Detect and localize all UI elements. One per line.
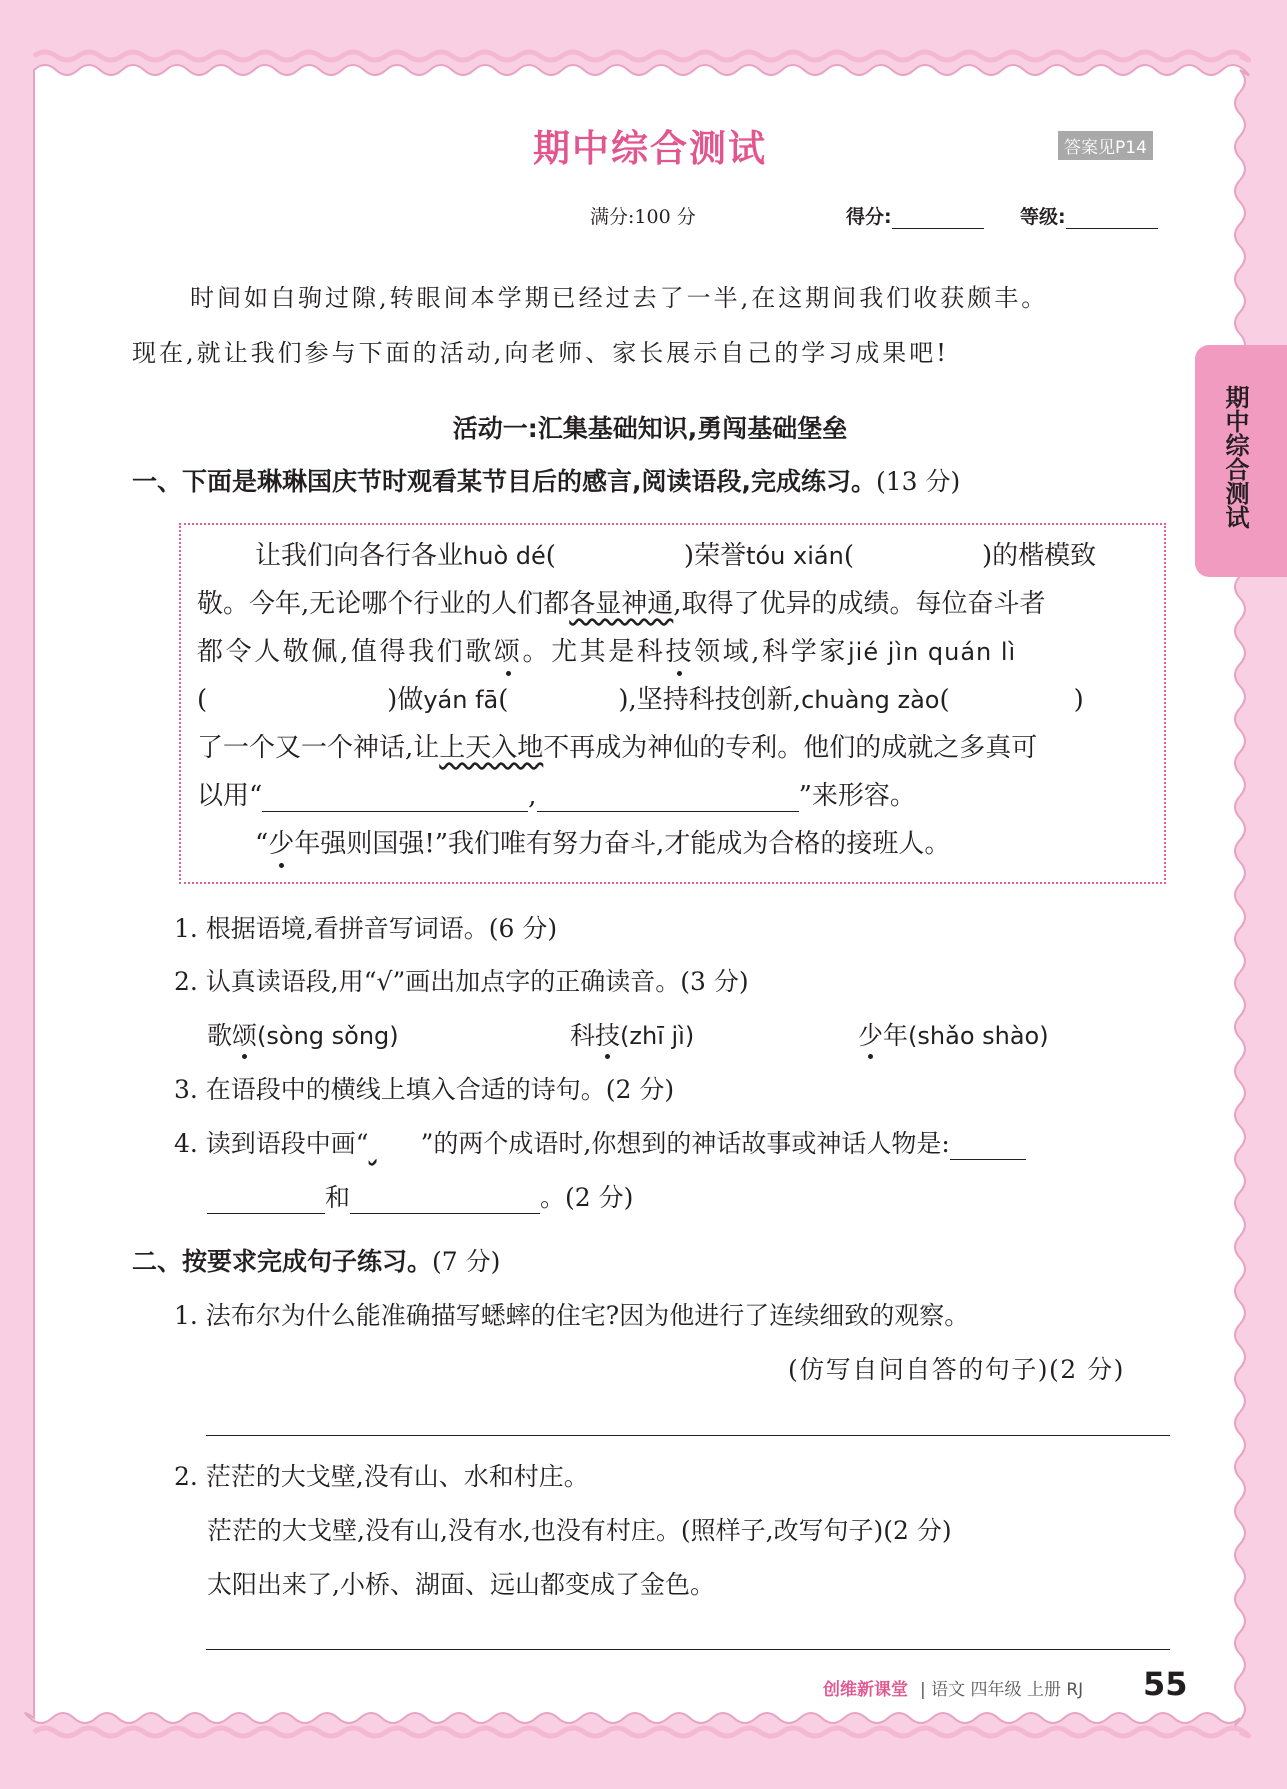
passage-text: 不再成为神仙的专利。他们的成就之多真可 — [543, 733, 1038, 763]
dotted-char-shao: 少 — [268, 829, 295, 859]
passage-line-4: ( )做yán fā( ),坚持科技创新,chuàng zào( ) — [197, 685, 1084, 715]
idiom-shangtianrudi: 上天入地 — [439, 733, 544, 763]
q2-item-2-task: 太阳出来了,小桥、湖面、远山都变成了金色。 — [207, 1570, 715, 1599]
passage-line-3 — [197, 631, 1016, 668]
item-text: 4. 读到语段中画“ — [174, 1129, 369, 1158]
q2-item-2: 2. 茫茫的大戈壁,没有山、水和村庄。 — [174, 1462, 589, 1491]
passage-text: ,坚持科技创新, — [628, 685, 802, 715]
item-text: 和 — [325, 1183, 351, 1212]
q2-item-2-example: 茫茫的大戈壁,没有山,没有水,也没有村庄。(照样子,改写句子)(2 分) — [207, 1516, 952, 1545]
item-text: ”的两个成语时,你想到的神话故事或神话人物是: — [420, 1129, 950, 1158]
answer-reference-badge: 答案见P14 — [1058, 131, 1153, 160]
dotted-char-song: 颂 — [232, 1021, 258, 1050]
pinyin-yanfa: yán fā — [423, 686, 499, 714]
option-pinyin: (zhī jì) — [620, 1022, 695, 1050]
passage-text: ”来形容。 — [798, 781, 916, 811]
passage-text: 的楷模致 — [992, 541, 1097, 571]
option-pinyin: (sòng sǒng) — [257, 1022, 399, 1050]
passage-line-7 — [255, 823, 950, 860]
question-2-points: (7 分) — [432, 1247, 501, 1276]
question-2-text: 二、按要求完成句子练习。 — [132, 1247, 433, 1276]
wavy-line-sample — [369, 1129, 421, 1158]
option-text: 科 — [570, 1021, 596, 1050]
myth-blank-1[interactable] — [950, 1159, 1026, 1160]
item-text: 。(2 分) — [540, 1183, 634, 1212]
side-tab — [1195, 345, 1287, 577]
passage-text: 都令人敬佩,值得我们歌 — [197, 637, 494, 667]
answer-line-2[interactable] — [206, 1649, 1170, 1650]
score-blank[interactable] — [892, 228, 984, 229]
option-text: 歌 — [207, 1021, 233, 1050]
intro-line-1: 时间如白驹过隙,转眼间本学期已经过去了一半,在这期间我们收获颇丰。 — [190, 284, 1049, 312]
activity-heading: 活动一:汇集基础知识,勇闯基础堡垒 — [452, 414, 848, 443]
passage-text: 荣誉 — [694, 541, 747, 571]
q1-item-3: 3. 在语段中的横线上填入合适的诗句。(2 分) — [174, 1075, 675, 1104]
question-1-text: 一、下面是琳琳国庆节时观看某节目后的感言,阅读语段,完成练习。 — [132, 467, 876, 496]
question-2-heading — [132, 1242, 500, 1278]
q2-item-1: 1. 法布尔为什么能准确描写蟋蟀的住宅?因为他进行了连续细致的观察。 — [174, 1301, 970, 1330]
pinyin-jiejinquanli: jié jìn quán lì — [847, 638, 1017, 666]
dotted-char-song: 颂 — [493, 637, 523, 667]
footer-brand: 创维新课堂 — [823, 1680, 908, 1700]
page-number: 55 — [1143, 1665, 1188, 1703]
myth-blank-2[interactable] — [350, 1213, 540, 1214]
q2-item-1-requirement: (仿写自问自答的句子)(2 分) — [788, 1355, 1125, 1384]
grade-label: 等级: — [1020, 206, 1066, 228]
side-tab-label: 期中综合测试 — [1221, 385, 1249, 529]
intro-line-2: 现在,就让我们参与下面的活动,向老师、家长展示自己的学习成果吧! — [132, 339, 949, 367]
passage-text: “ — [255, 829, 269, 859]
passage-text: 领域,科学家 — [694, 637, 848, 667]
question-1-heading — [132, 462, 960, 498]
grade-blank[interactable] — [1066, 228, 1158, 229]
passage-text: 敬。今年,无论哪个行业的人们都 — [197, 589, 570, 619]
question-1-points: (13 分) — [876, 467, 961, 496]
passage-line-6 — [197, 775, 916, 812]
answer-line-1[interactable] — [206, 1435, 1170, 1436]
passage-text: , — [528, 781, 537, 811]
idiom-gexianshentong: 各显神通 — [569, 589, 674, 619]
poem-blank-2[interactable] — [537, 811, 799, 812]
passage-text: ,取得了优异的成绩。每位奋斗者 — [673, 589, 1046, 619]
dotted-char-ji: 技 — [595, 1021, 621, 1050]
option-pinyin: (shǎo shào) — [908, 1022, 1049, 1050]
pinyin-huode: huò dé — [463, 542, 546, 570]
poem-blank-1[interactable] — [262, 811, 528, 812]
score-field[interactable] — [846, 202, 984, 229]
option-shaonian[interactable] — [858, 1016, 1049, 1052]
q1-item-4-cont — [207, 1178, 633, 1214]
myth-blank-1-cont[interactable] — [207, 1213, 325, 1214]
passage-text: 做 — [397, 685, 424, 715]
page-title: 期中综合测试 — [533, 127, 767, 170]
score-label: 得分: — [846, 206, 892, 228]
option-text: 年 — [883, 1021, 909, 1050]
option-gesong[interactable] — [207, 1016, 399, 1052]
q1-item-1: 1. 根据语境,看拼音写词语。(6 分) — [174, 914, 558, 943]
passage-line-5 — [197, 727, 1037, 764]
dotted-char-ji: 技 — [665, 637, 695, 667]
q1-item-2: 2. 认真读语段,用“√”画出加点字的正确读音。(3 分) — [174, 967, 749, 996]
passage-text: 了一个又一个神话,让 — [197, 733, 440, 763]
footer-meta: | 语文 四年级 上册 RJ — [920, 1680, 1084, 1700]
option-keji[interactable] — [570, 1016, 694, 1052]
passage-text: 年强则国强!”我们唯有努力奋斗,才能成为合格的接班人。 — [294, 829, 951, 859]
pinyin-touxian: tóu xián — [746, 542, 844, 570]
dotted-char-shao: 少 — [858, 1021, 884, 1050]
passage-text: 让我们向各行各业 — [255, 541, 464, 571]
passage-line-2 — [197, 583, 1046, 620]
passage-text: 以用“ — [197, 781, 263, 811]
q1-item-4 — [174, 1124, 1026, 1160]
full-score-label: 满分:100 分 — [590, 206, 696, 228]
passage-line-1: 让我们向各行各业huò dé( )荣誉tóu xián( )的楷模致 — [255, 541, 1097, 571]
pinyin-chuangzao: chuàng zào — [801, 686, 940, 714]
grade-field[interactable] — [1020, 202, 1158, 229]
passage-text: 。尤其是科 — [522, 637, 666, 667]
